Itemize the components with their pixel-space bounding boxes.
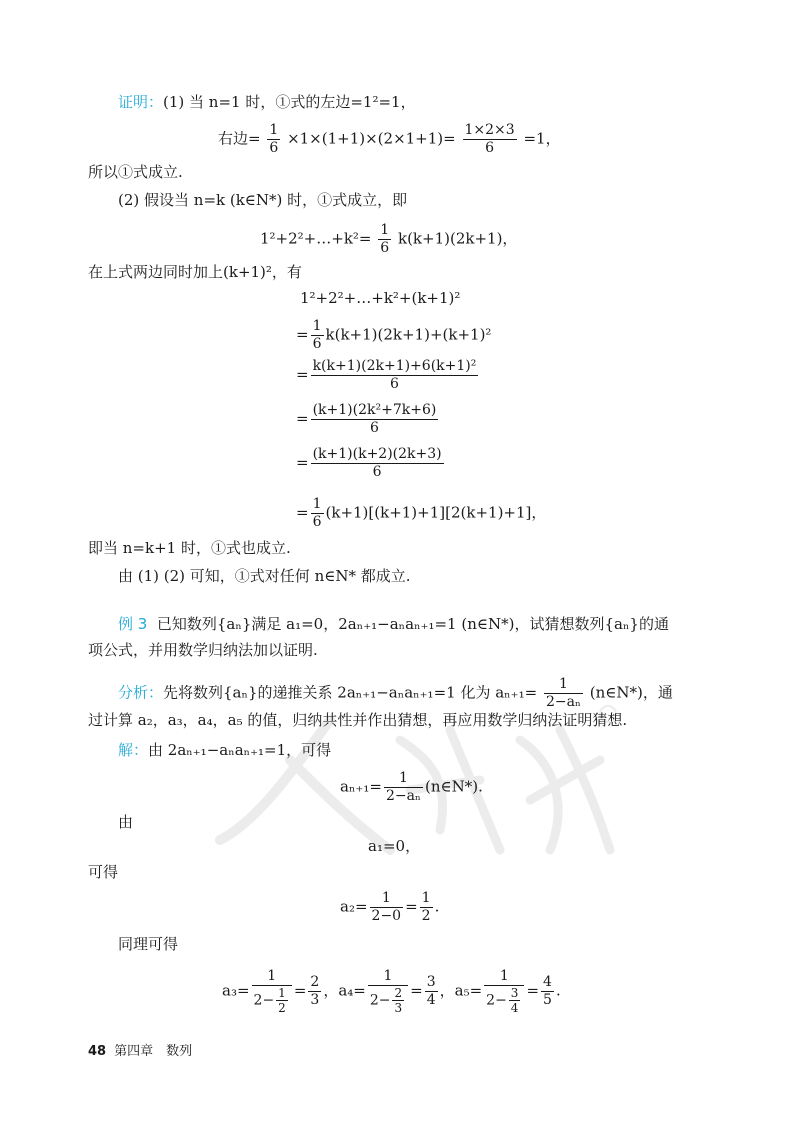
proof-case2: (2) 假设当 n=k (k∈N*) 时，①式成立，即 (118, 191, 408, 209)
derivation-step-4: = $\frac{\text{(k+1)(2k²+7k+6)}}{6}$ (296, 402, 437, 436)
proof-conclusion-1: 即当 n=k+1 时，①式也成立. (88, 539, 291, 557)
chapter-title: 第四章 数列 (114, 1044, 193, 1059)
solution-line-1: 解：由 2aₙ₊₁−aₙaₙ₊₁=1，可得 (118, 741, 332, 759)
kede-text: 可得 (88, 863, 119, 881)
derivation-step-6: = $\frac{1}{6}$ (k+1)[(k+1)+1][2(k+1)+1]， (296, 496, 547, 530)
fraction-one-sixth: $\frac{1}{6}$ (269, 122, 279, 156)
example3-label: 例 3 (118, 615, 148, 633)
derivation-step-5: = $\frac{(k+1)(k+2)(2k+3)}{6}$ (296, 446, 442, 480)
analysis-line-1: 分析：先将数列{aₙ}的递推关系 2aₙ₊₁−aₙaₙ₊₁=1 化为 aₙ₊₁= $\frac{1}{\text{2−aₙ}}$ (n∈N*)，通 (118, 676, 673, 710)
derivation-step-1: 1²+2²+…+k²+(k+1)² (300, 289, 461, 307)
proof-so-holds: 所以①式成立. (88, 163, 183, 181)
hypothesis-equation: 1²+2²+…+k²= $\frac{1}{6}$ k(k+1)(2k+1)， (260, 222, 518, 256)
you-text: 由 (118, 813, 134, 831)
proof-conclusion-2: 由 (1) (2) 可知，①式对任何 n∈N* 都成立. (118, 567, 411, 585)
analysis-label: 分析： (118, 683, 164, 702)
proof-label: 证明： (118, 93, 164, 111)
page-footer (88, 1040, 192, 1059)
proof-case1: (1) 当 n=1 时，①式的左边=1²=1， (163, 93, 416, 111)
example3-statement-1: 例 3 已知数列{aₙ}满足 a₁=0，2aₙ₊₁−aₙaₙ₊₁=1 (n∈N*)，试猜想数列{aₙ}的通 (118, 615, 669, 633)
a3-a4-a5-computation: a₃= 1 2− $\frac{1}{2}$ = $\frac{2}{3}$ ，a₄= 1 2− $\frac{2}{3}$ = $\frac{3}{4}$ ，a₅= 1 2− $\frac{3}{4}$ = $\frac{4}{5}$ . (222, 968, 561, 1015)
derivation-step-2: = $\frac{1}{6}$ k(k+1)(2k+1)+(k+1)² (296, 318, 492, 352)
a1-value: a₁=0， (368, 837, 421, 855)
tongli-text: 同理可得 (118, 935, 179, 953)
page-number: 48 (88, 1044, 107, 1059)
analysis-line-2: 过计算 a₂，a₃，a₄，a₅ 的值，归纳共性并作出猜想，再应用数学归纳法证明猜想. (88, 711, 628, 729)
a2-computation: a₂= $\frac{1}{2-0}$ = $\frac{1}{2}$ . (340, 890, 440, 924)
solution-label: 解： (118, 741, 149, 759)
example3-statement-2: 项公式，并用数学归纳法加以证明. (88, 641, 318, 659)
proof-right-side: 右边= $\frac{1}{6}$ ×1×(1+1)×(2×1+1)= $\frac{1\times 2\times 3}{6}$ =1， (218, 122, 561, 156)
add-both-sides: 在上式两边同时加上(k+1)²，有 (88, 263, 302, 281)
derivation-step-3: = $\frac{\text{k(k+1)(2k+1)+6(k+1)²}}{6}$ (296, 358, 477, 392)
proof-line-1 (118, 92, 416, 112)
recurrence-formula: aₙ₊₁= $\frac{1}{\text{2−aₙ}}$ (n∈N*). (340, 770, 483, 804)
fraction-123-over-6: $\frac{1\times 2\times 3}{6}$ (464, 122, 515, 156)
